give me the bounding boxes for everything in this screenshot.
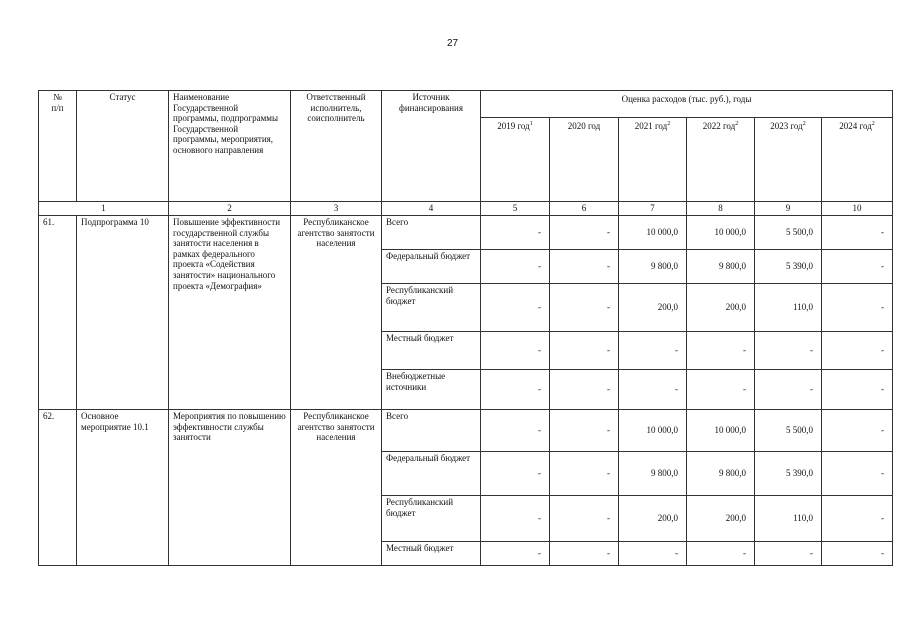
column-index-cell: 2 xyxy=(169,202,291,216)
header-name: Наименование Государственной программы, подпрограммы Государственной программы, мероприятия, основного направления xyxy=(169,91,291,202)
row-value: - xyxy=(550,284,619,332)
row-value: - xyxy=(550,370,619,410)
row-source: Местный бюджет xyxy=(382,332,481,370)
page-number: 27 xyxy=(446,38,459,49)
header-year-label: 2022 год xyxy=(702,121,736,131)
row-value: 5 390,0 xyxy=(755,452,822,496)
column-index-cell: 6 xyxy=(550,202,619,216)
column-index-row xyxy=(39,202,893,216)
row-source: Всего xyxy=(382,216,481,250)
row-value: - xyxy=(687,370,755,410)
header-costs: Оценка расходов (тыс. руб.), годы xyxy=(481,91,893,118)
row-value: - xyxy=(755,332,822,370)
row-value: - xyxy=(619,332,687,370)
row-value: - xyxy=(619,542,687,566)
row-value: - xyxy=(687,332,755,370)
row-value: - xyxy=(481,284,550,332)
row-executor: Республиканское агентство занятости населения xyxy=(291,410,382,566)
row-value: - xyxy=(481,410,550,452)
row-source: Федеральный бюджет xyxy=(382,452,481,496)
row-value: - xyxy=(822,284,893,332)
row-value: - xyxy=(550,250,619,284)
row-value: - xyxy=(687,542,755,566)
row-value: 5 390,0 xyxy=(755,250,822,284)
column-index-cell: 7 xyxy=(619,202,687,216)
column-index-cell: 10 xyxy=(822,202,893,216)
header-year-label: 2021 год xyxy=(634,121,668,131)
row-value: - xyxy=(481,542,550,566)
row-value: 9 800,0 xyxy=(619,452,687,496)
row-value: 9 800,0 xyxy=(687,452,755,496)
row-value: 5 500,0 xyxy=(755,410,822,452)
header-executor: Ответственный исполнитель, соисполнитель xyxy=(291,91,382,202)
column-index-cell: 8 xyxy=(687,202,755,216)
row-value: 200,0 xyxy=(687,284,755,332)
row-value: - xyxy=(481,370,550,410)
row-value: - xyxy=(550,452,619,496)
column-index-cell: 3 xyxy=(291,202,382,216)
row-value: 200,0 xyxy=(619,496,687,542)
row-name: Повышение эффективности государственной службы занятости населения в рамках федерального проекта «Содействия занятости» национального проекта «Демография» xyxy=(169,216,291,410)
row-value: 10 000,0 xyxy=(619,216,687,250)
row-value: 110,0 xyxy=(755,284,822,332)
row-value: - xyxy=(822,452,893,496)
row-status: Основное мероприятие 10.1 xyxy=(77,410,169,566)
row-value: - xyxy=(822,370,893,410)
row-value: - xyxy=(619,370,687,410)
header-year-0 xyxy=(481,118,550,202)
row-value: - xyxy=(481,452,550,496)
header-year-footnote: 2 xyxy=(802,121,806,127)
row-source: Республиканский бюджет xyxy=(382,496,481,542)
row-value: 10 000,0 xyxy=(619,410,687,452)
header-year-footnote: 2 xyxy=(871,121,875,127)
row-value: 200,0 xyxy=(619,284,687,332)
column-index-cell: 9 xyxy=(755,202,822,216)
header-year-footnote: 2 xyxy=(667,121,671,127)
row-value: - xyxy=(550,410,619,452)
row-name: Мероприятия по повышению эффективности службы занятости xyxy=(169,410,291,566)
financing-table xyxy=(38,90,893,566)
header-year-label: 2023 год xyxy=(770,121,803,131)
row-source: Республиканский бюджет xyxy=(382,284,481,332)
row-executor: Республиканское агентство занятости населения xyxy=(291,216,382,410)
row-value: - xyxy=(550,216,619,250)
row-value: - xyxy=(822,542,893,566)
row-source: Всего xyxy=(382,410,481,452)
row-value: - xyxy=(822,250,893,284)
table-row xyxy=(39,410,893,452)
header-year-5 xyxy=(822,118,893,202)
row-value: 9 800,0 xyxy=(687,250,755,284)
row-value: - xyxy=(822,496,893,542)
header-year-footnote: 2 xyxy=(735,121,739,127)
row-value: - xyxy=(755,542,822,566)
row-value: 9 800,0 xyxy=(619,250,687,284)
row-num: 62. xyxy=(39,410,77,566)
table-row xyxy=(39,216,893,250)
row-value: 10 000,0 xyxy=(687,216,755,250)
header-year-3 xyxy=(687,118,755,202)
row-value: - xyxy=(481,250,550,284)
row-value: - xyxy=(755,370,822,410)
row-value: 5 500,0 xyxy=(755,216,822,250)
header-year-4 xyxy=(755,118,822,202)
column-index-cell: 5 xyxy=(481,202,550,216)
header-status: Статус xyxy=(77,91,169,202)
header-year-label: 2019 год xyxy=(497,121,530,131)
header-num: № п/п xyxy=(39,91,77,202)
header-year-label: 2024 год xyxy=(839,121,872,131)
row-value: 200,0 xyxy=(687,496,755,542)
header-year-1 xyxy=(550,118,619,202)
row-source: Местный бюджет xyxy=(382,542,481,566)
row-value: - xyxy=(822,410,893,452)
column-index-cell: 1 xyxy=(39,202,169,216)
header-row-top xyxy=(39,91,893,118)
column-index-cell: 4 xyxy=(382,202,481,216)
row-value: - xyxy=(550,542,619,566)
row-value: 10 000,0 xyxy=(687,410,755,452)
header-source: Источник финансирования xyxy=(382,91,481,202)
row-source: Внебюджетные источники xyxy=(382,370,481,410)
header-year-footnote: 1 xyxy=(529,121,533,127)
row-value: - xyxy=(481,332,550,370)
row-value: 110,0 xyxy=(755,496,822,542)
row-status: Подпрограмма 10 xyxy=(77,216,169,410)
row-value: - xyxy=(822,216,893,250)
header-year-label: 2020 год xyxy=(567,121,601,131)
row-value: - xyxy=(481,216,550,250)
row-value: - xyxy=(822,332,893,370)
header-year-2 xyxy=(619,118,687,202)
row-source: Федеральный бюджет xyxy=(382,250,481,284)
row-num: 61. xyxy=(39,216,77,410)
row-value: - xyxy=(550,496,619,542)
row-value: - xyxy=(481,496,550,542)
row-value: - xyxy=(550,332,619,370)
